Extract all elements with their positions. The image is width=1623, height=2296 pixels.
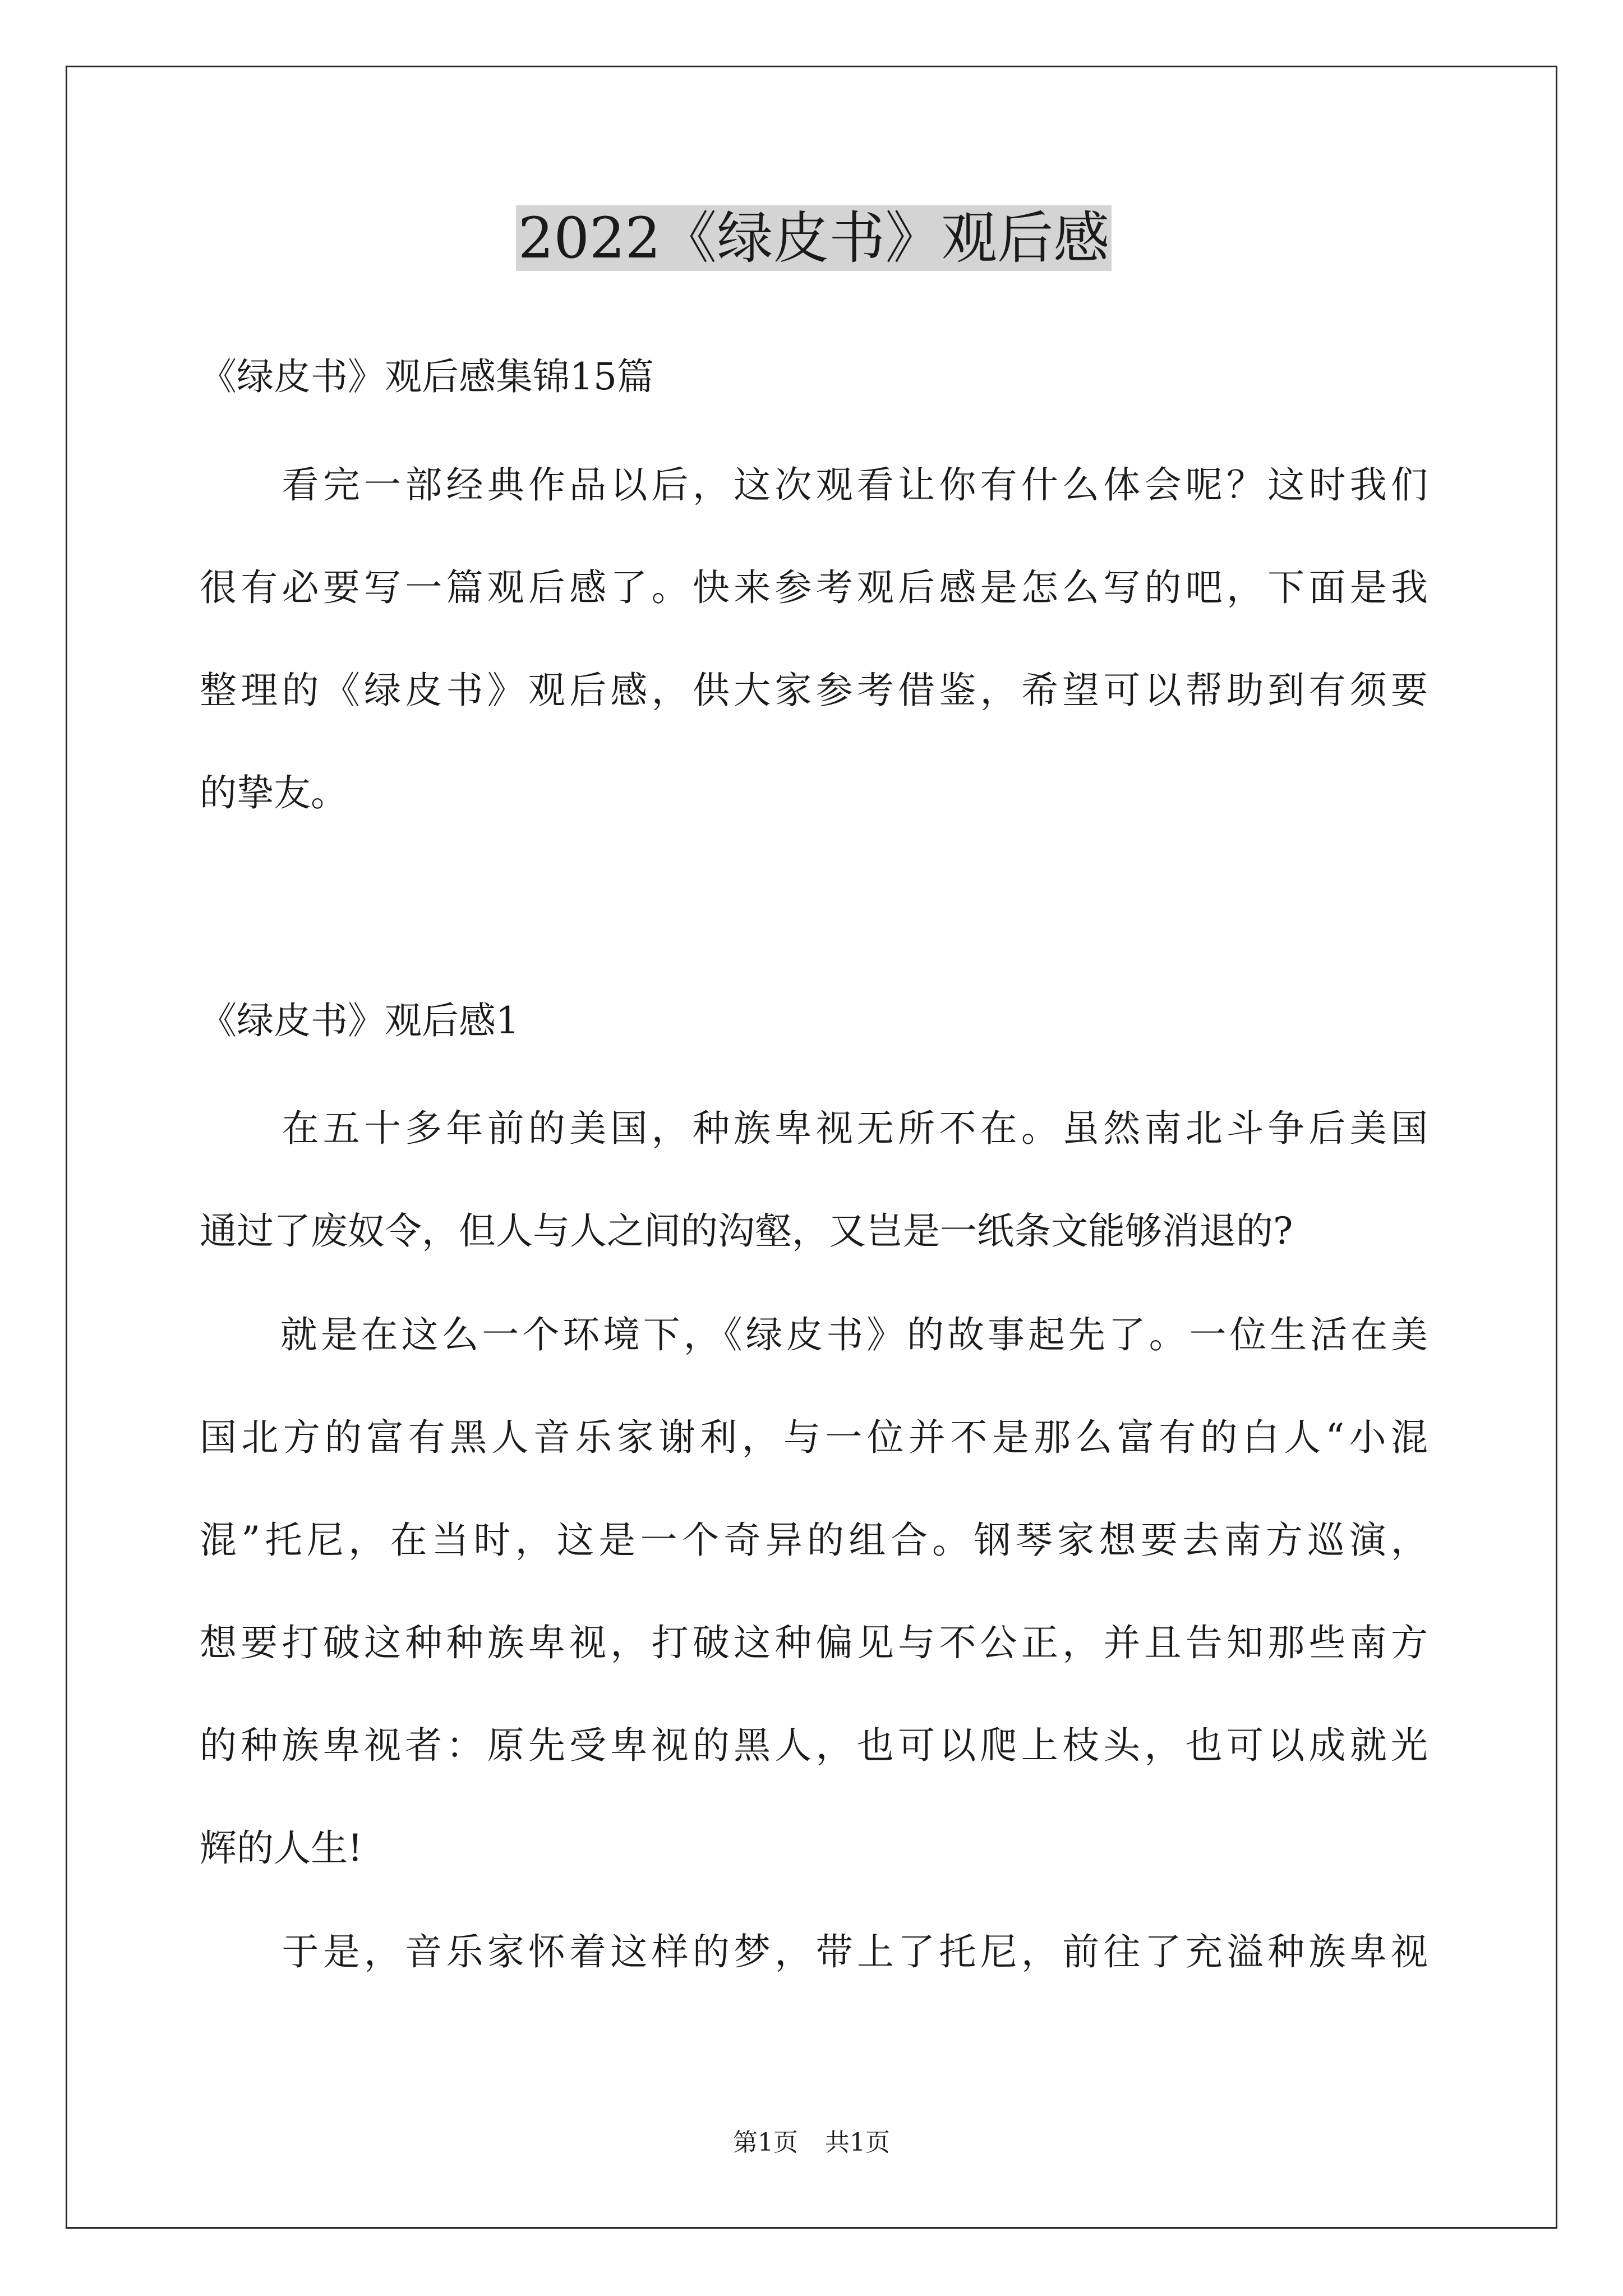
intro-line: 很有必要写一篇观后感了。快来参考观后感是怎么写的吧，下面是我: [200, 566, 1428, 609]
body-line: 的种族卑视者：原先受卑视的黑人，也可以爬上枝头，也可以成就光: [200, 1724, 1428, 1767]
intro-line: 看完一部经典作品以后，这次观看让你有什么体会呢？这时我们: [200, 463, 1428, 507]
body-line: 在五十多年前的美国，种族卑视无所不在。虽然南北斗争后美国: [200, 1107, 1428, 1150]
page-total: 共1页: [825, 2128, 890, 2157]
body-line: 就是在这么一个环境下，《绿皮书》的故事起先了。一位生活在美: [200, 1313, 1428, 1356]
page-footer: [0, 2126, 1623, 2160]
document-title-text: 2022《绿皮书》观后感: [516, 205, 1112, 271]
document-subtitle: 《绿皮书》观后感集锦15篇: [200, 355, 654, 398]
document-title: [200, 199, 1428, 278]
body-line: 想要打破这种种族卑视，打破这种偏见与不公正，并且告知那些南方: [200, 1621, 1428, 1664]
section-heading: 《绿皮书》观后感1: [200, 999, 519, 1042]
intro-line: 的挚友。: [200, 771, 348, 815]
page-number: 第1页: [733, 2128, 798, 2157]
intro-line: 整理的《绿皮书》观后感，供大家参考借鉴，希望可以帮助到有须要: [200, 669, 1428, 712]
body-line: 于是，音乐家怀着这样的梦，带上了托尼，前往了充溢种族卑视: [200, 1930, 1428, 1973]
body-line: 通过了废奴令，但人与人之间的沟壑，又岂是一纸条文能够消退的?: [200, 1209, 1293, 1253]
body-line: 国北方的富有黑人音乐家谢利，与一位并不是那么富有的白人“小混: [200, 1416, 1428, 1459]
body-line: 混”托尼，在当时，这是一个奇异的组合。钢琴家想要去南方巡演，: [200, 1519, 1428, 1562]
body-line: 辉的人生!: [200, 1826, 363, 1870]
